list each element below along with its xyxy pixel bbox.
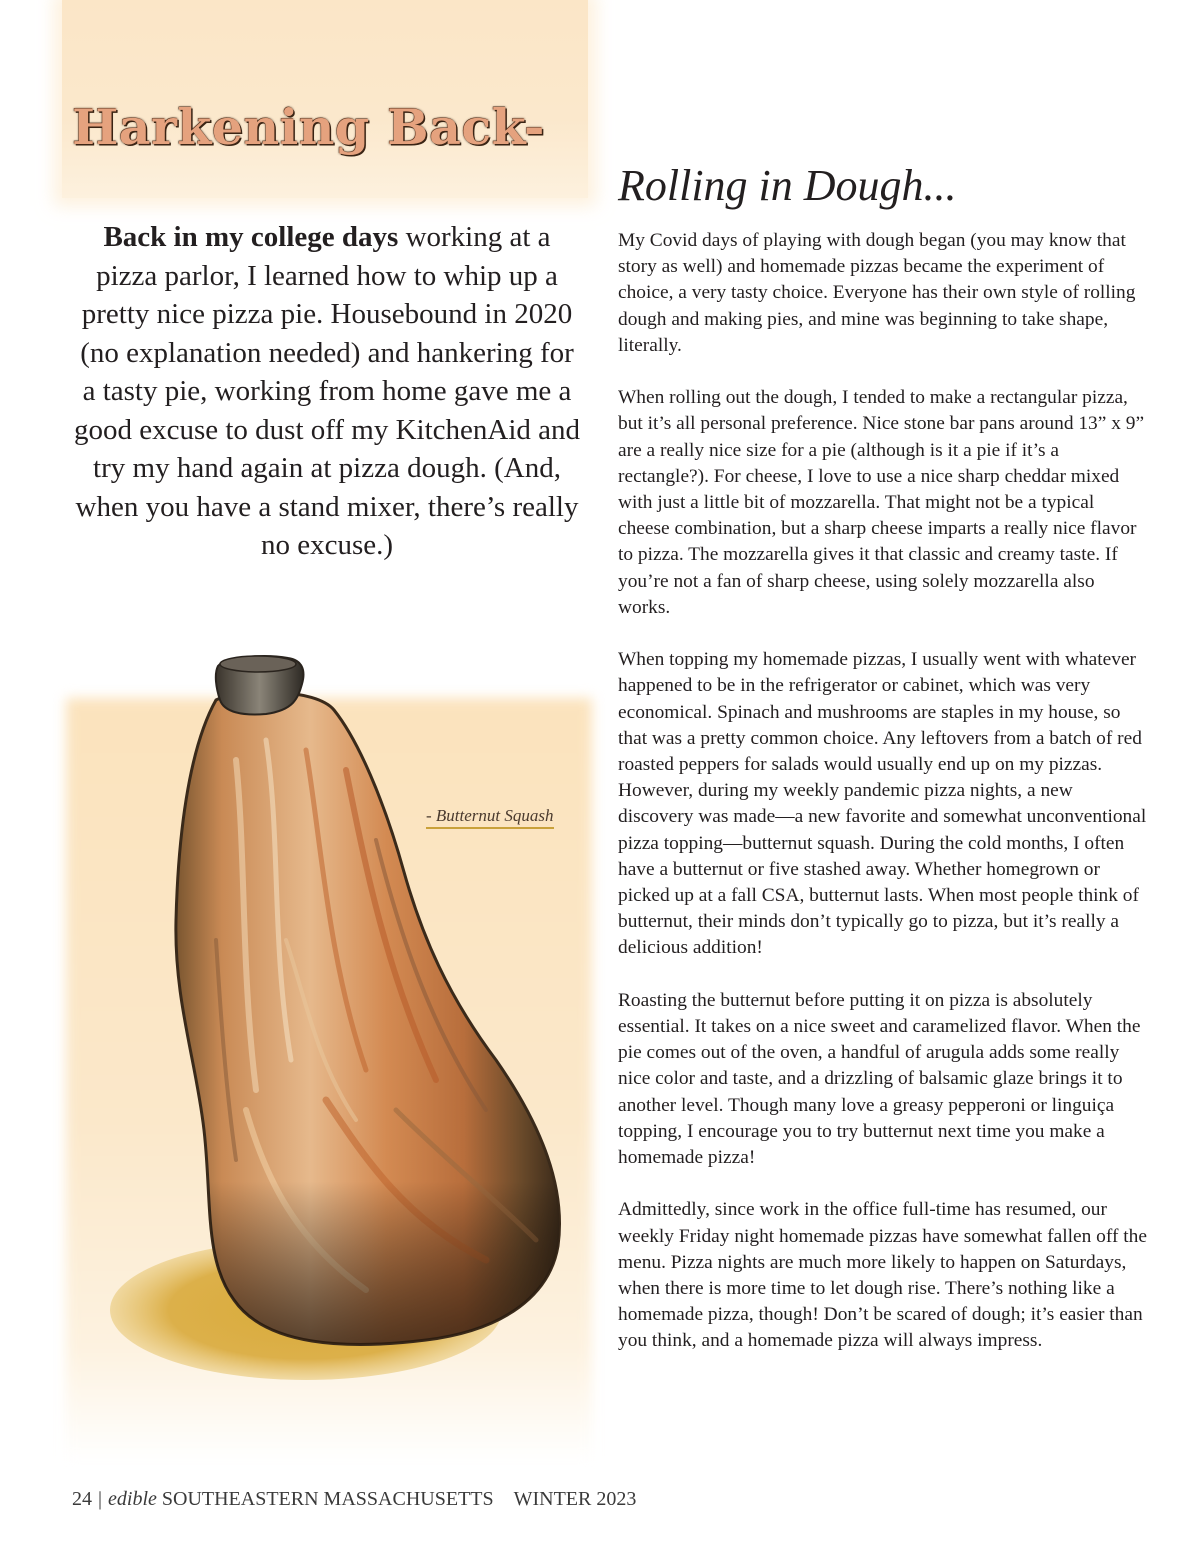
footer-separator: | [98,1488,103,1510]
page-number: 24 [72,1488,92,1510]
butternut-squash-illustration [66,640,596,1400]
article-paragraph: Roasting the butternut before putting it on pizza is absolutely essential. It takes on a nice sweet and caramelized flavor. When the pie comes out of the oven, a handful of arugula adds some really nice color and taste, and a drizzling of balsamic glaze brings it to another level. Though many love a greasy pepperoni or linguiça topping, I encourage you to try butternut next time you make a homemade pizza! [618,989,1141,1169]
page-title: Harkening Back- [72,98,545,156]
footer-brand: edible [108,1488,157,1510]
article-paragraph: Admittedly, since work in the office full-time has resumed, our weekly Friday night homemade pizzas have somewhat fallen off the menu. Pizza nights are much more likely to happen on Saturdays, when there is more time to let dough rise. There’s nothing like a homemade pizza, though! Don’t be scared of dough; it’s easier than you think, and a homemade pizza will always impress. [618,1199,1147,1352]
article-paragraph: My Covid days of playing with dough began (you may know that story as well) and homemade pizzas became the experiment of choice, a very tasty choice. Everyone has their own style of rolling dough and making pies, and mine was beginning to take shape, literally. [618,230,1136,356]
article-paragraph: When rolling out the dough, I tended to make a rectangular pizza, but it’s all personal preference. Nice stone bar pans around 13” x 9” are a really nice size for a pie (although is it a pie if it’s a rectangle?). For cheese, I love to use a nice sharp cheddar mixed with just a little bit of mozzarella. That might not be a typical cheese combination, but a sharp cheese imparts a really nice flavor to pizza. The mozzarella gives it that classic and creamy taste. If you’re not a fan of sharp cheese, using solely mozzarella also works. [618,387,1145,618]
illustration-caption: - Butternut Squash [426,806,554,829]
footer-publication: SOUTHEASTERN MASSACHUSETTS [161,1488,494,1510]
footer-issue: WINTER 2023 [513,1488,637,1510]
squash-bottom-shading [176,692,560,1345]
intro-lead: Back in my college days [103,221,399,253]
article-body [618,228,1148,1381]
page-footer [72,1488,636,1511]
intro-paragraph [72,218,582,565]
intro-text: working at a pizza parlor, I learned how to whip up a pretty nice pizza pie. Housebound in 2020 (no explanation needed) and hankering for a tasty pie, working from home gave me a good excuse to dust off my KitchenAid and try my hand again at pizza dough. (And, when you have a stand mixer, there’s really no excuse.) [73,221,581,561]
article-title: Rolling in Dough... [618,161,957,210]
article-paragraph: When topping my homemade pizzas, I usually went with whatever happened to be in the refrigerator or cabinet, which was very economical. Spinach and mushrooms are staples in my house, so that was a pretty common choice. Any leftovers from a batch of red roasted peppers for salads would usually end up on my pizzas. However, during my weekly pandemic pizza nights, a new discovery was made—a new favorite and somewhat unconventional pizza topping—butternut squash. During the cold months, I often have a butternut or five stashed away. Whether homegrown or picked up at a fall CSA, butternut lasts. When most people think of butternut, their minds don’t typically go to pizza, but it’s really a delicious addition! [618,649,1147,959]
